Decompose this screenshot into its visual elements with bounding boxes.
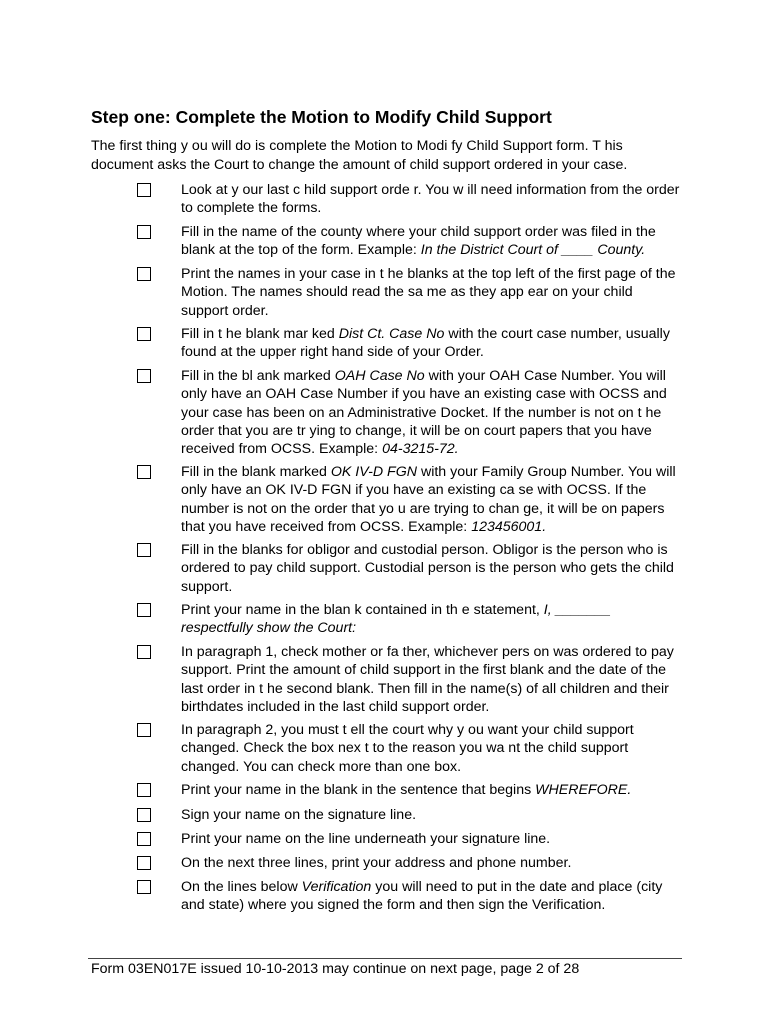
checklist-item-text (181, 265, 680, 320)
checklist-item-text (181, 541, 680, 596)
checklist-item-text (181, 854, 680, 872)
checklist-item-text (181, 463, 680, 536)
italic-text: I, _______ respectfully show the Court: (181, 602, 611, 637)
checkbox-square[interactable] (137, 603, 151, 617)
checkbox-square[interactable] (137, 880, 151, 894)
text-run: Sign your name on the signature line. (181, 807, 417, 823)
italic-text: Dist Ct. Case No (338, 326, 445, 342)
checkbox-square[interactable] (137, 183, 151, 197)
text-run: On the next three lines, print your address and phone number. (181, 855, 572, 871)
text-run: you will need to put in the date and place (city and state) where you signed the form and then sign the Verification. (181, 879, 663, 914)
checkbox-square[interactable] (137, 645, 151, 659)
checklist-item-text (181, 601, 680, 638)
text-run: On the lines below (181, 879, 302, 895)
text-run: Print your name on the line underneath your signature line. (181, 831, 551, 847)
text-run: Fill in the blanks for obligor and custodial person. Obligor is the person who is ordered to pay child support. Custodial person is the person who gets the child support. (181, 542, 674, 595)
checklist-item-text (181, 223, 680, 260)
checkbox-square[interactable] (137, 856, 151, 870)
checklist-item-text (181, 878, 680, 915)
checklist-item-text (181, 181, 680, 218)
checkbox-square[interactable] (137, 832, 151, 846)
italic-text: WHEREFORE. (535, 782, 632, 798)
italic-text: Verification (301, 879, 372, 895)
text-run: Look at y our last c hild support orde r. You w ill need information from the order to complete the forms. (181, 182, 680, 217)
text-run: In paragraph 1, check mother or fa ther, whichever pers on was ordered to pay support. Print the amount of child support in the first blank and the date of the last order in t he second blank. Then fill in the name(s) of all children and their birthdates included in the last child support order. (181, 644, 674, 715)
checkbox-square[interactable] (137, 225, 151, 239)
checkbox-square[interactable] (137, 369, 151, 383)
text-run: Fill in the bl ank marked (181, 368, 335, 384)
checklist-item-text (181, 643, 680, 716)
checklist-item-text (181, 781, 680, 799)
page-footer: Form 03EN017E issued 10-10-2013 may continue on next page, page 2 of 28 (91, 961, 580, 977)
footer-rule (88, 958, 682, 959)
text-run: with the court case number, usually found at the upper right hand side of your Order. (181, 326, 670, 361)
text-run: Fill in the name of the county where your child support order was filed in the blank at the top of the form. Example: (181, 224, 656, 259)
checklist-item-text (181, 367, 680, 458)
checklist-item-text (181, 325, 680, 362)
text-run: with your Family Group Number. You will only have an OK IV-D FGN if you have an existing ca se with OCSS. If the number is not on the order that yo u are trying to chan ge, it will be on papers that you have received from OCSS. Example: (181, 464, 676, 535)
step-heading: Step one: Complete the Motion to Modify Child Support (91, 107, 552, 127)
italic-text: In the District Court of ____ County. (420, 242, 646, 259)
italic-text: 123456001. (471, 518, 547, 535)
checkbox-square[interactable] (137, 808, 151, 822)
checklist-item-text (181, 830, 680, 848)
text-run: Fill in t he blank mar ked (181, 326, 339, 342)
text-run: Print your name in the blank in the sentence that begins (181, 782, 536, 798)
checklist-item-text (181, 721, 680, 776)
italic-text: OAH Case No (334, 368, 425, 384)
intro-paragraph: The first thing y ou will do is complete the Motion to Modi fy Child Support form. T his document asks the Court to change the amount of child support ordered in your case. (91, 138, 628, 173)
checkbox-square[interactable] (137, 783, 151, 797)
checkbox-square[interactable] (137, 267, 151, 281)
checkbox-square[interactable] (137, 543, 151, 557)
text-run: In paragraph 2, you must t ell the court why y ou want your child support changed. Check the box nex t to the reason you wa nt the child support changed. You can check more than one box. (181, 722, 634, 775)
checkbox-square[interactable] (137, 327, 151, 341)
checkbox-square[interactable] (137, 723, 151, 737)
text-run: Fill in the blank marked (181, 464, 331, 480)
text-run: Print the names in your case in t he blanks at the top left of the first page of the Motion. The names should read the sa me as they app ear on your child support order. (181, 266, 676, 319)
text-run: Print your name in the blan k contained in th e statement, (181, 602, 544, 618)
italic-text: OK IV-D FGN (330, 464, 418, 480)
checkbox-square[interactable] (137, 465, 151, 479)
italic-text: 04-3215-72. (382, 441, 459, 458)
checklist-item-text (181, 806, 680, 824)
text-run: with your OAH Case Number. You will only have an OAH Case Number if you have an existing case with OCSS and your case has been on an Administrative Docket. If the number is not on t he order that you are tr ying to change, it will be on court papers that you have received from OCSS. Example: (181, 368, 667, 458)
